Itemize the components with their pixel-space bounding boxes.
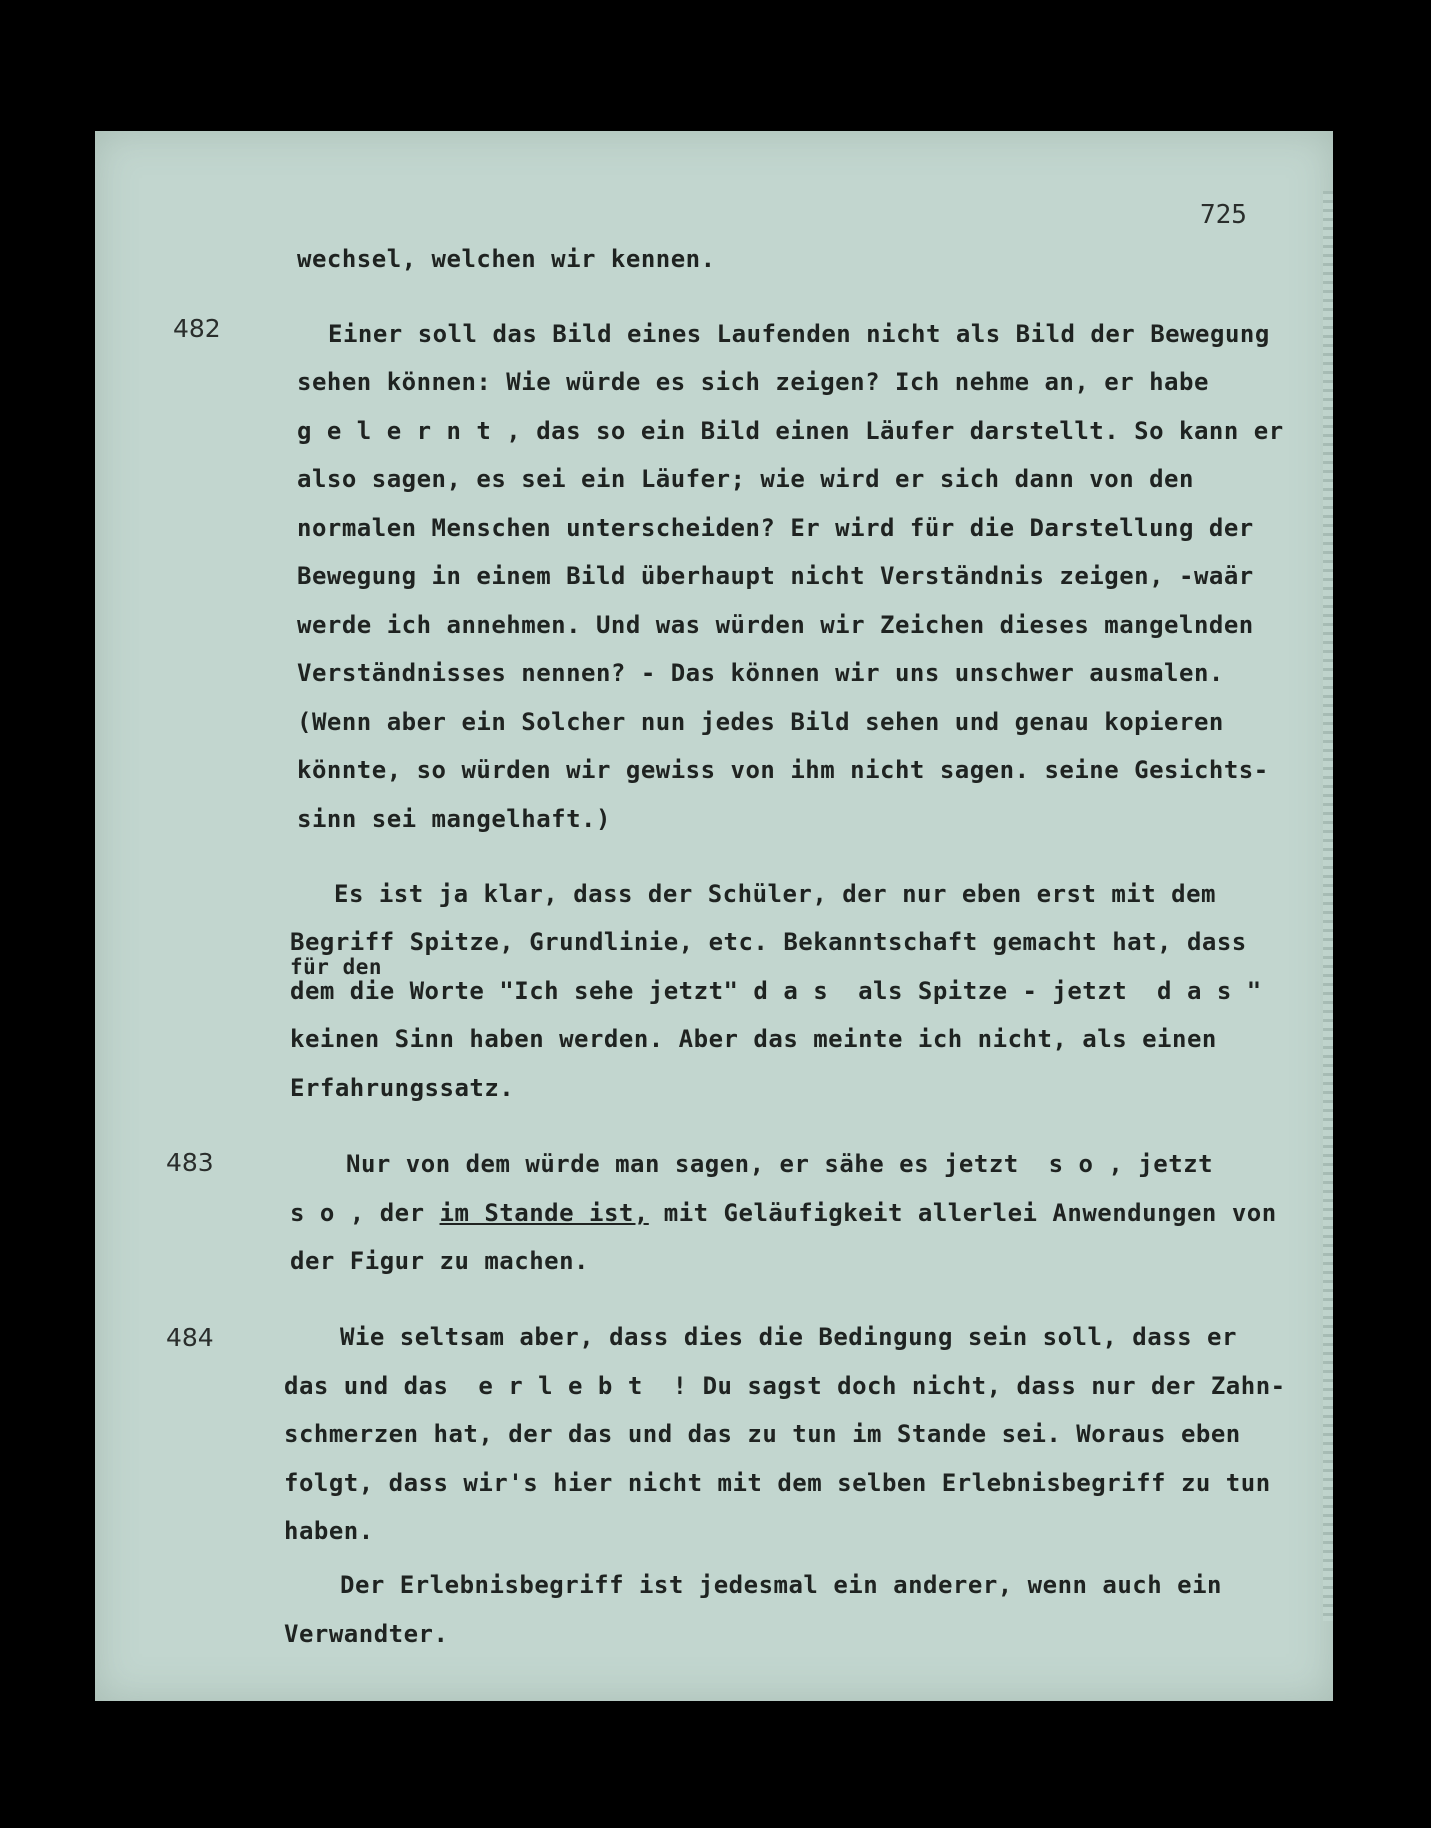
paragraph-number-484: 484 xyxy=(166,1323,214,1352)
text-line: Nur von dem würde man sagen, er sähe es jetzt s o , jetzt xyxy=(346,1150,1214,1178)
text-line: Es ist ja klar, dass der Schüler, der nur eben erst mit dem xyxy=(334,880,1217,908)
text-line: g e l e r n t , das so ein Bild einen Läufer darstellt. So kann er xyxy=(297,417,1284,445)
paragraph-number-482: 482 xyxy=(173,314,221,343)
underlined-phrase: im Stande ist, xyxy=(439,1199,649,1227)
text-line: haben. xyxy=(284,1517,374,1545)
text-line: folgt, dass wir's hier nicht mit dem selben Erlebnisbegriff zu tun xyxy=(284,1469,1271,1497)
text-line: der Figur zu machen. xyxy=(290,1247,589,1275)
paragraph-number-483: 483 xyxy=(166,1148,214,1177)
text-line: werde ich annehmen. Und was würden wir Zeichen dieses mangelnden xyxy=(297,611,1254,639)
text-line: (Wenn aber ein Solcher nun jedes Bild sehen und genau kopieren xyxy=(297,708,1224,736)
text-line: Verständnisses nennen? - Das können wir uns unschwer ausmalen. xyxy=(297,659,1224,687)
text-line: könnte, so würden wir gewiss von ihm nicht sagen. seine Gesichts- xyxy=(297,756,1269,784)
text-line: schmerzen hat, der das und das zu tun im Stande sei. Woraus eben xyxy=(284,1420,1241,1448)
text-line: Bewegung in einem Bild überhaupt nicht Verständnis zeigen, -waär xyxy=(297,562,1254,590)
text-line xyxy=(290,1199,1277,1227)
line-end: mit Geläufigkeit allerlei Anwendungen von xyxy=(648,1199,1277,1227)
line-start: s o , der xyxy=(290,1199,440,1227)
typescript-page xyxy=(95,131,1333,1701)
text-line: das und das e r l e b t ! Du sagst doch nicht, dass nur der Zahn- xyxy=(284,1372,1286,1400)
text-line: Begriff Spitze, Grundlinie, etc. Bekanntschaft gemacht hat, dass xyxy=(290,928,1247,956)
text-line: Der Erlebnisbegriff ist jedesmal ein anderer, wenn auch ein xyxy=(340,1571,1223,1599)
inserted-words: für den xyxy=(290,955,383,979)
text-line: dem die Worte "Ich sehe jetzt" d a s als Spitze - jetzt d a s " xyxy=(290,977,1262,1005)
text-line: Einer soll das Bild eines Laufenden nicht als Bild der Bewegung xyxy=(328,320,1270,348)
text-line: normalen Menschen unterscheiden? Er wird für die Darstellung der xyxy=(297,514,1254,542)
text-line: wechsel, welchen wir kennen. xyxy=(297,245,716,273)
text-line: sehen können: Wie würde es sich zeigen? Ich nehme an, er habe xyxy=(297,368,1209,396)
text-line: keinen Sinn haben werden. Aber das meinte ich nicht, als einen xyxy=(290,1025,1217,1053)
text-line: Erfahrungssatz. xyxy=(290,1074,515,1102)
text-line: Wie seltsam aber, dass dies die Bedingung sein soll, dass er xyxy=(340,1323,1237,1351)
text-line: Verwandter. xyxy=(284,1620,449,1648)
page-number: 725 xyxy=(1200,200,1247,230)
text-line: sinn sei mangelhaft.) xyxy=(297,805,611,833)
text-line: also sagen, es sei ein Läufer; wie wird er sich dann von den xyxy=(297,465,1194,493)
